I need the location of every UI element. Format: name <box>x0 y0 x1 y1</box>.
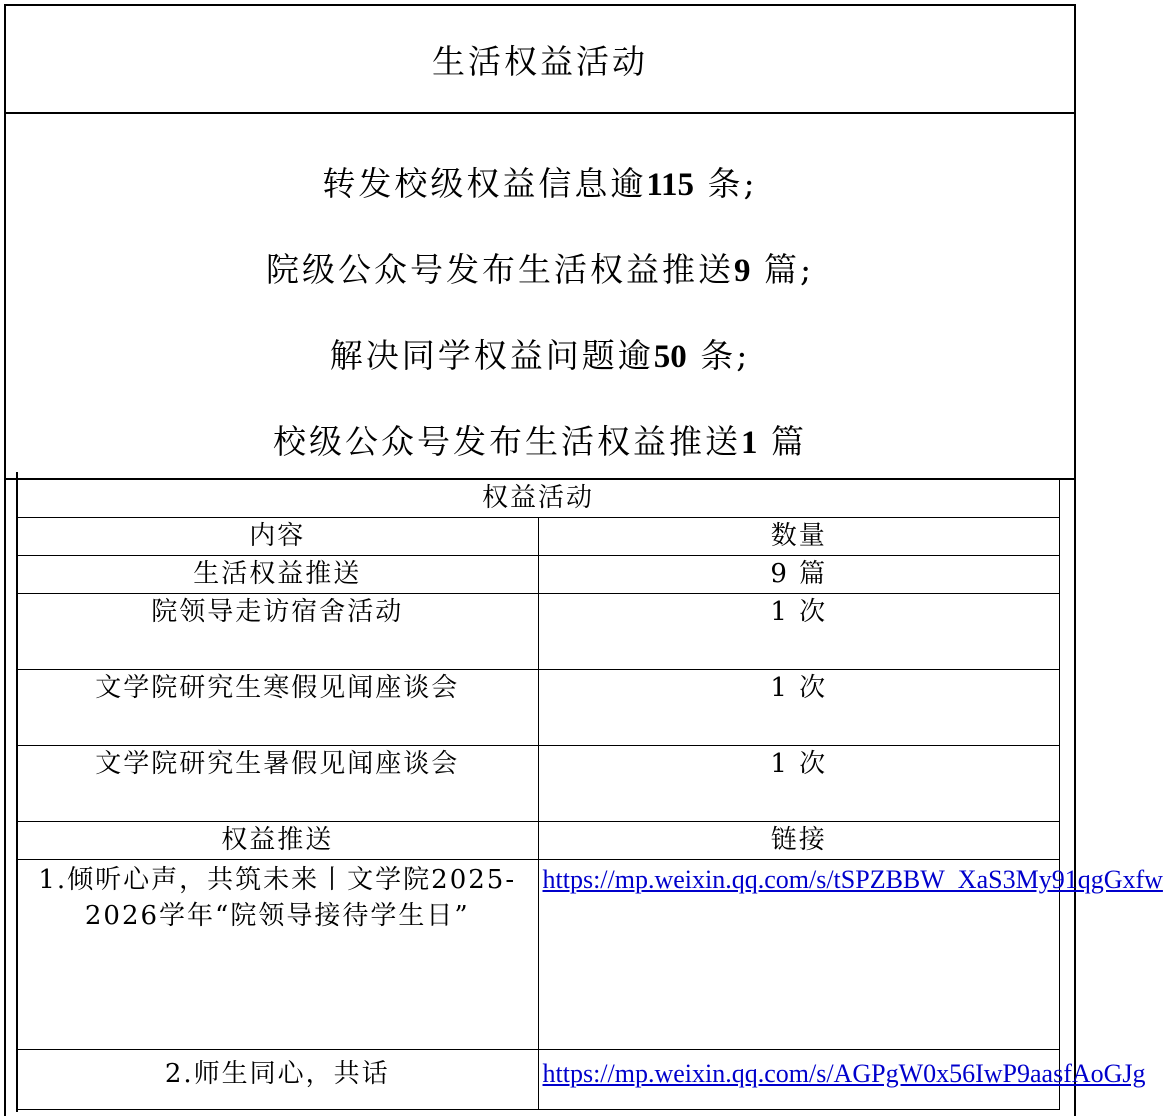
summary-number: 9 <box>733 253 751 289</box>
summary-text: 解决同学权益问题逾 <box>329 336 654 375</box>
summary-cell <box>6 114 1074 480</box>
table-row <box>17 670 1060 746</box>
header-link: 链接 <box>538 822 1060 860</box>
link-title: 2.师生同心，共话 <box>17 1050 539 1110</box>
summary-line <box>6 158 1074 205</box>
link-cell <box>538 1050 1146 1110</box>
table-caption: 权益活动 <box>17 480 1060 518</box>
link-row <box>17 1050 1060 1110</box>
summary-text: 校级公众号发布生活权益推送 <box>273 422 741 461</box>
summary-text: 条; <box>700 336 751 375</box>
rights-activity-table <box>16 479 1163 1110</box>
summary-text: 篇; <box>763 250 815 289</box>
row-content: 文学院研究生寒假见闻座谈会 <box>17 670 539 746</box>
table-row <box>17 594 1060 670</box>
row-count: 1 次 <box>538 746 1060 822</box>
header-content: 内容 <box>17 518 539 556</box>
summary-line <box>6 330 1074 377</box>
row-count: 1 次 <box>538 670 1060 746</box>
row-content: 文学院研究生暑假见闻座谈会 <box>17 746 539 822</box>
table-header-row <box>17 518 1060 556</box>
header-count: 数量 <box>538 518 1060 556</box>
table-row <box>17 556 1060 594</box>
summary-number: 115 <box>646 167 695 203</box>
section-title: 生活权益活动 <box>6 6 1074 114</box>
table-row <box>17 746 1060 822</box>
summary-text: 转发校级权益信息逾 <box>322 164 647 203</box>
row-count: 1 次 <box>538 594 1060 670</box>
link-cell <box>538 860 1163 1050</box>
summary-text: 条; <box>707 164 758 203</box>
summary-text: 院级公众号发布生活权益推送 <box>265 250 734 289</box>
article-link[interactable]: https://mp.weixin.qq.com/s/tSPZBBW_XaS3My91qgGxfw <box>542 865 1163 894</box>
table-header-row <box>17 822 1060 860</box>
table-caption-row <box>17 480 1060 518</box>
header-push: 权益推送 <box>17 822 539 860</box>
link-row <box>17 860 1060 1050</box>
summary-line <box>6 244 1074 291</box>
link-title: 1.倾听心声，共筑未来丨文学院2025-2026学年“院领导接待学生日” <box>17 860 539 1050</box>
summary-number: 1 <box>741 425 758 461</box>
summary-line <box>6 416 1074 463</box>
summary-text: 篇 <box>771 422 807 461</box>
row-content: 生活权益推送 <box>17 556 539 594</box>
article-link[interactable]: https://mp.weixin.qq.com/s/AGPgW0x56IwP9aasfAoGJg <box>542 1059 1146 1088</box>
row-count: 9 篇 <box>538 556 1060 594</box>
summary-number: 50 <box>653 339 687 375</box>
row-content: 院领导走访宿舍活动 <box>17 594 539 670</box>
